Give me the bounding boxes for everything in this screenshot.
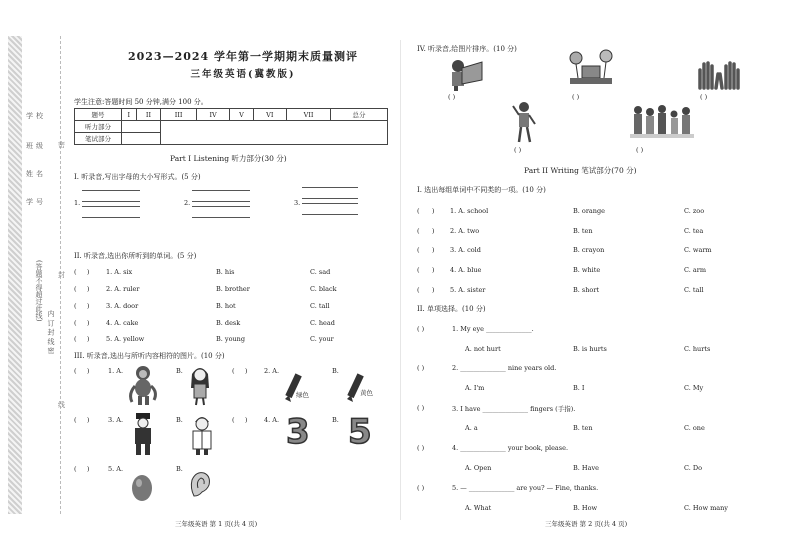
q6-option-c: C. one: [684, 424, 705, 432]
writing-line-1b[interactable]: [82, 206, 140, 218]
q6-option-b: B. Have: [573, 464, 599, 472]
sidebar-notice: (答题不得超过此线): [35, 260, 43, 322]
q5-option-c: C. tall: [684, 286, 704, 294]
answer-paren[interactable]: ( ): [417, 484, 425, 492]
answer-paren[interactable]: ( ): [74, 302, 90, 310]
q6-option-b: B. I: [573, 384, 585, 392]
q5-option-b: B. white: [573, 266, 601, 274]
q2-option-b: B. hot: [216, 302, 236, 310]
score-header-cell: 总分: [331, 109, 388, 121]
writing-line-2a[interactable]: [192, 190, 250, 202]
crayon-label-green: 绿色: [296, 391, 309, 399]
answer-paren[interactable]: ( ): [417, 246, 435, 254]
q5-option-c: C. warm: [684, 246, 712, 254]
score-cell[interactable]: [122, 121, 161, 133]
page-footer-2: 三年级英语 第 2 页(共 4 页): [545, 520, 628, 528]
q3-label-2b: B.: [332, 367, 339, 375]
score-row-label: 笔试部分: [75, 133, 122, 145]
q5-option-b: B. orange: [573, 207, 605, 215]
monkey-picture[interactable]: [124, 364, 162, 406]
q6-option-b: B. is hurts: [573, 345, 607, 353]
score-header-cell: VII: [287, 109, 331, 121]
girl-picture[interactable]: [186, 364, 214, 406]
q3-label-2a: 2. A.: [264, 367, 280, 375]
q1-num-3: 3.: [294, 199, 301, 207]
q2-option-c: C. sad: [310, 268, 331, 276]
answer-paren[interactable]: ( ): [572, 93, 580, 101]
q2-option-b: B. brother: [216, 285, 250, 293]
student-notice: 学生注意:答题时间 50 分钟,满分 100 分。: [74, 98, 208, 106]
answer-paren[interactable]: ( ): [74, 367, 90, 375]
answer-paren[interactable]: ( ): [417, 444, 425, 452]
q6-heading: II. 单项选择。(10 分): [417, 305, 486, 313]
q5-option-a: 2. A. two: [450, 227, 480, 235]
score-header-cell: III: [161, 109, 196, 121]
hands-picture[interactable]: [696, 58, 742, 90]
answer-paren[interactable]: ( ): [417, 266, 435, 274]
q2-option-b: B. his: [216, 268, 235, 276]
writing-line-3b[interactable]: [302, 203, 358, 215]
score-header-cell: II: [136, 109, 161, 121]
writing-line-1a[interactable]: [82, 190, 140, 202]
answer-paren[interactable]: ( ): [232, 416, 248, 424]
q1-heading: I. 听录音,写出字母的大小写形式。(5 分): [74, 173, 201, 181]
score-header-cell: 题号: [75, 109, 122, 121]
q6-option-c: C. How many: [684, 504, 728, 512]
score-cell[interactable]: [161, 121, 388, 145]
egg-picture[interactable]: [130, 472, 154, 502]
q5-option-b: B. crayon: [573, 246, 605, 254]
q5-option-a: 5. A. sister: [450, 286, 486, 294]
q2-option-b: B. young: [216, 335, 246, 343]
sidebar-notice-2: 内 订 封 线 密: [47, 310, 55, 354]
q2-option-c: C. your: [310, 335, 334, 343]
q2-option-c: C. head: [310, 319, 335, 327]
id-label-2: 号: [36, 198, 43, 206]
q6-option-a: A. not hurt: [465, 345, 501, 353]
boy-reading-picture[interactable]: [446, 58, 486, 92]
answer-paren[interactable]: ( ): [417, 364, 425, 372]
q3-label-5a: 5. A.: [108, 465, 124, 473]
q6-option-a: A. What: [465, 504, 492, 512]
q2-option-a: 5. A. yellow: [106, 335, 145, 343]
q2-option-b: B. desk: [216, 319, 241, 327]
answer-paren[interactable]: ( ): [700, 93, 708, 101]
answer-paren[interactable]: ( ): [514, 146, 522, 154]
q3-label-5b: B.: [176, 465, 183, 473]
doctor-picture[interactable]: [188, 412, 216, 456]
score-header-cell: I: [122, 109, 137, 121]
answer-paren[interactable]: ( ): [417, 325, 425, 333]
writing-line-3a[interactable]: [302, 187, 358, 199]
q3-label-1b: B.: [176, 367, 183, 375]
q2-option-c: C. black: [310, 285, 337, 293]
class-label-1: 班: [26, 142, 33, 150]
q6-question-1: 1. My eye ______________.: [452, 325, 534, 333]
birthday-party-picture[interactable]: [566, 48, 616, 88]
answer-paren[interactable]: ( ): [74, 335, 90, 343]
score-header-cell: VI: [253, 109, 287, 121]
score-cell[interactable]: [122, 133, 161, 145]
q6-option-b: B. How: [573, 504, 598, 512]
name-label-2: 名: [36, 170, 43, 178]
name-label-1: 姓: [26, 170, 33, 178]
q4-heading: IV. 听录音,给图片排序。(10 分): [417, 45, 517, 53]
q1-num-1: 1.: [74, 199, 81, 207]
answer-paren[interactable]: ( ): [448, 93, 456, 101]
boy-waving-picture[interactable]: [510, 100, 540, 144]
school-label-1: 学: [26, 112, 33, 120]
cut-mark-1: 封: [58, 271, 65, 279]
q6-option-c: C. hurts: [684, 345, 711, 353]
q3-label-3b: B.: [176, 416, 183, 424]
exam-subtitle: 三年级英语(冀教版): [190, 69, 296, 80]
answer-paren[interactable]: ( ): [74, 416, 90, 424]
part2-heading: Part II Writing 笔试部分(70 分): [524, 166, 637, 175]
id-label-1: 学: [26, 198, 33, 206]
answer-paren[interactable]: ( ): [74, 268, 90, 276]
cut-mark-3: 密: [58, 141, 65, 149]
q5-option-c: C. zoo: [684, 207, 705, 215]
q5-option-a: 1. A. school: [450, 207, 489, 215]
cut-mark-2: 线: [58, 401, 65, 409]
school-label-2: 校: [36, 112, 43, 120]
q6-question-5: 5. — ______________ are you? — Fine, thanks.: [452, 484, 599, 492]
score-header-cell: IV: [196, 109, 230, 121]
answer-paren[interactable]: ( ): [74, 319, 90, 327]
q6-option-c: C. My: [684, 384, 704, 392]
green-crayon-picture[interactable]: [282, 372, 312, 406]
q3-heading: III. 听录音,选出与所听内容相符的图片。(10 分): [74, 352, 225, 360]
q3-label-1a: 1. A.: [108, 367, 124, 375]
q6-option-c: C. Do: [684, 464, 702, 472]
answer-paren[interactable]: ( ): [74, 465, 90, 473]
q3-label-4b: B.: [332, 416, 339, 424]
writing-line-2b[interactable]: [192, 206, 250, 218]
q6-question-4: 4. ______________ your book, please.: [452, 444, 569, 452]
q6-question-2: 2. ______________ nine years old.: [452, 364, 557, 372]
q6-option-a: A. I'm: [465, 384, 485, 392]
score-table: [74, 108, 388, 145]
answer-paren[interactable]: ( ): [417, 404, 425, 412]
score-header-cell: V: [230, 109, 253, 121]
answer-paren[interactable]: ( ): [636, 146, 644, 154]
page-footer-1: 三年级英语 第 1 页(共 4 页): [175, 520, 258, 528]
q5-heading: I. 选出每组单词中不同类的一项。(10 分): [417, 186, 546, 194]
q6-option-a: A. Open: [465, 464, 492, 472]
digit-three-picture[interactable]: 3: [286, 412, 310, 452]
q6-option-b: B. ten: [573, 424, 593, 432]
answer-paren[interactable]: ( ): [417, 207, 435, 215]
answer-paren[interactable]: ( ): [417, 286, 435, 294]
q2-option-a: 1. A. six: [106, 268, 133, 276]
part1-heading: Part I Listening 听力部分(30 分): [170, 154, 287, 163]
binding-strip: [8, 36, 22, 514]
q1-num-2: 2.: [184, 199, 191, 207]
policeman-picture[interactable]: [130, 412, 156, 456]
answer-paren[interactable]: ( ): [232, 367, 248, 375]
q5-option-a: 3. A. cold: [450, 246, 481, 254]
q3-label-3a: 3. A.: [108, 416, 124, 424]
q2-heading: II. 听录音,选出你所听到的单词。(5 分): [74, 252, 197, 260]
answer-paren[interactable]: ( ): [74, 285, 90, 293]
q2-option-a: 3. A. door: [106, 302, 139, 310]
exam-title: 2023—2024 学年第一学期期末质量测评: [127, 50, 359, 63]
ear-picture[interactable]: [188, 470, 212, 502]
q5-option-a: 4. A. blue: [450, 266, 482, 274]
q5-option-c: C. tea: [684, 227, 704, 235]
q5-option-c: C. arm: [684, 266, 707, 274]
answer-paren[interactable]: ( ): [417, 227, 435, 235]
q5-option-b: B. ten: [573, 227, 593, 235]
class-label-2: 级: [36, 142, 43, 150]
family-picture[interactable]: [630, 104, 694, 142]
q2-option-a: 4. A. cake: [106, 319, 139, 327]
q6-question-3: 3. I have ______________ fingers (手指).: [452, 405, 576, 413]
digit-five-picture[interactable]: 5: [348, 412, 372, 452]
score-row-label: 听力部分: [75, 121, 122, 133]
q2-option-a: 2. A. ruler: [106, 285, 140, 293]
page-divider: [400, 40, 401, 520]
q5-option-b: B. short: [573, 286, 600, 294]
q2-option-c: C. tall: [310, 302, 330, 310]
crayon-label-yellow: 黄色: [360, 389, 373, 397]
q3-label-4a: 4. A.: [264, 416, 280, 424]
q6-option-a: A. a: [465, 424, 478, 432]
